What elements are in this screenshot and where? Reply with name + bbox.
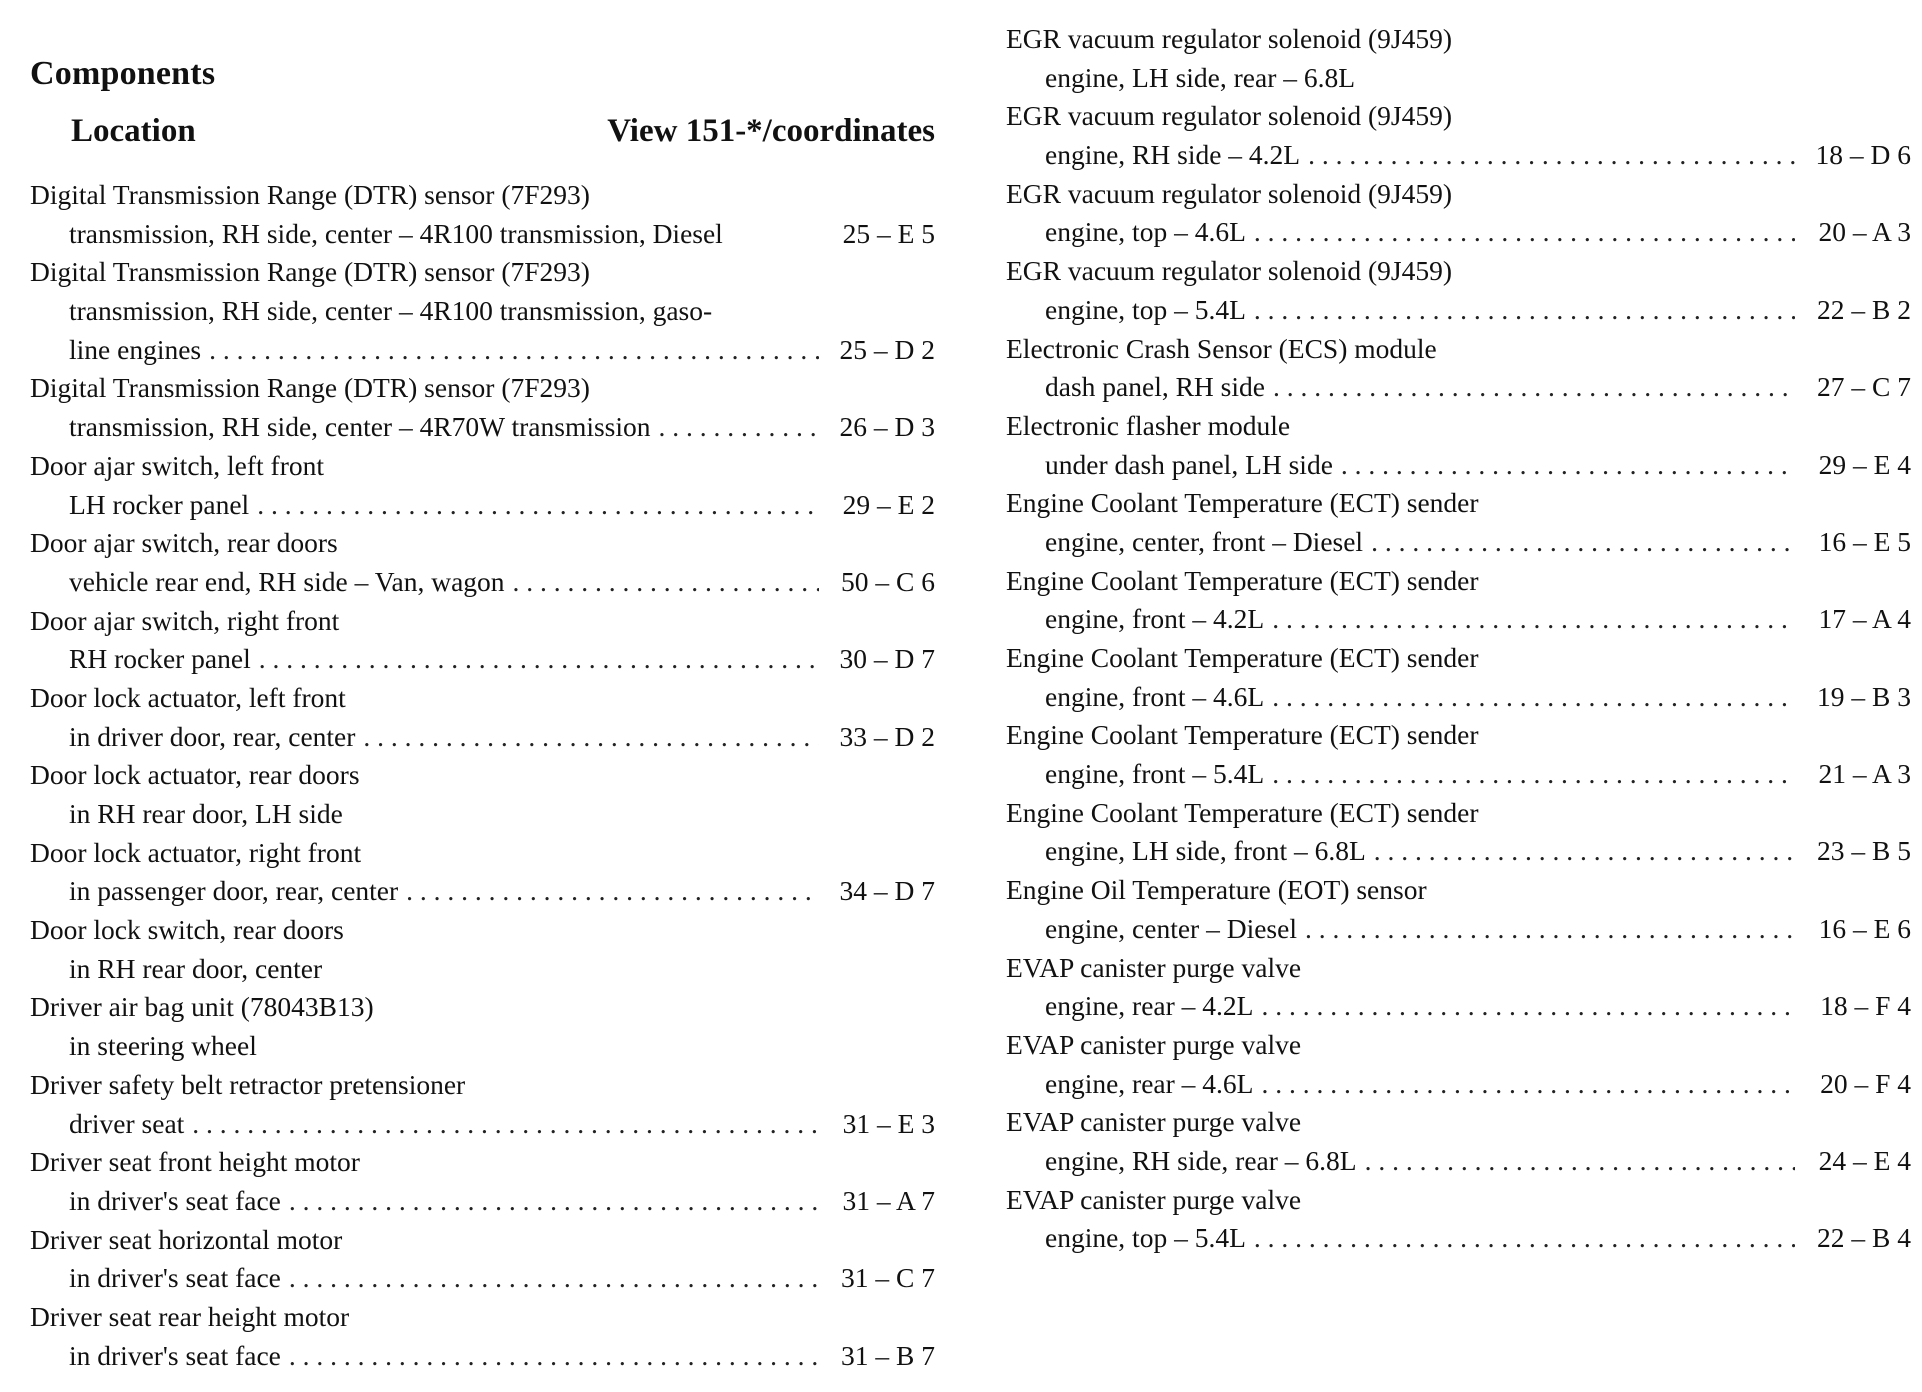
- component-name: [30, 834, 935, 873]
- column-header: [30, 113, 935, 157]
- dot-leader: [1371, 523, 1795, 562]
- component-location-line: [30, 1259, 935, 1298]
- section-title: Components: [30, 55, 216, 92]
- component-name: [1006, 330, 1911, 369]
- component-entry: [30, 1298, 935, 1375]
- component-location-line: [1006, 1065, 1911, 1104]
- location-text: engine, front – 5.4L: [1045, 758, 1265, 790]
- component-location-line: [30, 1182, 935, 1221]
- component-name-text: Electronic flasher module: [1006, 409, 1291, 441]
- view-coordinate-ref: 17 – A 4: [1818, 603, 1911, 635]
- component-location-line: [30, 718, 935, 757]
- dot-leader: [289, 1337, 819, 1376]
- component-name: [30, 988, 935, 1027]
- component-name: [30, 1143, 935, 1182]
- component-entry: [30, 988, 935, 1065]
- component-entry: [1006, 330, 1911, 407]
- component-name-text: Door ajar switch, rear doors: [30, 527, 338, 559]
- location-text: engine, center – Diesel: [1045, 912, 1297, 944]
- view-coordinate-ref: 26 – D 3: [839, 411, 935, 443]
- component-entry: [1006, 639, 1911, 716]
- component-name-text: EVAP canister purge valve: [1006, 951, 1302, 983]
- component-name: [1006, 871, 1911, 910]
- component-location-line: [1006, 136, 1911, 175]
- component-entry: [1006, 949, 1911, 1026]
- component-name-text: Engine Coolant Temperature (ECT) sender: [1006, 487, 1479, 519]
- header-view-coordinates: View 151-*/coordinates: [607, 113, 935, 149]
- component-name: [30, 1221, 935, 1260]
- component-name-text: Digital Transmission Range (DTR) sensor (7F293): [30, 179, 590, 210]
- component-name: [30, 679, 935, 718]
- dot-leader: [1261, 987, 1795, 1026]
- dot-leader: [1272, 678, 1795, 717]
- component-entry: [1006, 1103, 1911, 1180]
- component-location-line: [1006, 59, 1911, 98]
- location-text: engine, rear – 4.2L: [1045, 990, 1254, 1022]
- component-entry: [30, 369, 935, 446]
- view-coordinate-ref: 30 – D 7: [839, 643, 935, 675]
- component-name: [30, 1066, 935, 1105]
- component-entry: [1006, 1181, 1911, 1258]
- location-text: in driver's seat face: [69, 1339, 281, 1371]
- component-location-line: [30, 486, 935, 525]
- component-name-text: Engine Coolant Temperature (ECT) sender: [1006, 719, 1479, 751]
- component-name-text: Digital Transmission Range (DTR) sensor (7F293): [30, 256, 590, 288]
- dot-leader: [1254, 1219, 1795, 1258]
- component-entry: [1006, 716, 1911, 793]
- component-location-line: [1006, 987, 1911, 1026]
- component-name: [30, 176, 935, 215]
- dot-leader: [406, 872, 819, 911]
- component-entry: [1006, 484, 1911, 561]
- component-name: [30, 369, 935, 408]
- component-name: [1006, 562, 1911, 601]
- component-name: [30, 911, 935, 950]
- dot-leader: [289, 1259, 819, 1298]
- location-text: in RH rear door, LH side: [69, 798, 343, 829]
- component-entry: [30, 1143, 935, 1220]
- view-coordinate-ref: 18 – D 6: [1815, 139, 1911, 171]
- component-entry: [30, 911, 935, 988]
- component-name: [1006, 1181, 1911, 1220]
- component-name: [1006, 716, 1911, 755]
- view-coordinate-ref: 20 – F 4: [1820, 1067, 1911, 1099]
- component-entry: [1006, 794, 1911, 871]
- dot-leader: [1365, 1142, 1795, 1181]
- component-entry: [30, 524, 935, 601]
- location-text: engine, top – 4.6L: [1045, 216, 1246, 248]
- location-text: in driver's seat face: [69, 1184, 281, 1216]
- location-text: line engines: [69, 333, 202, 365]
- view-coordinate-ref: 25 – D 2: [839, 333, 935, 365]
- location-text: engine, LH side, rear – 6.8L: [1045, 61, 1356, 93]
- view-coordinate-ref: 31 – E 3: [842, 1107, 935, 1139]
- dot-leader: [1308, 136, 1795, 175]
- component-entry: [30, 253, 935, 369]
- dot-leader: [289, 1182, 819, 1221]
- view-coordinate-ref: 16 – E 6: [1818, 912, 1911, 944]
- component-location-line: [30, 215, 935, 254]
- view-coordinate-ref: 22 – B 2: [1817, 293, 1911, 325]
- location-text: engine, center, front – Diesel: [1045, 525, 1364, 557]
- component-entry: [1006, 252, 1911, 329]
- view-coordinate-ref: 31 – C 7: [841, 1262, 935, 1294]
- view-coordinate-ref: 27 – C 7: [1817, 371, 1911, 403]
- view-coordinate-ref: 18 – F 4: [1820, 990, 1911, 1022]
- location-text: in driver door, rear, center: [69, 720, 356, 752]
- component-location-line: [30, 1337, 935, 1376]
- component-name: [30, 524, 935, 563]
- component-location-line: [30, 795, 935, 834]
- dot-leader: [1254, 213, 1795, 252]
- component-name-text: Driver seat horizontal motor: [30, 1223, 343, 1255]
- component-location-line: [1006, 1142, 1911, 1181]
- view-coordinate-ref: 31 – B 7: [841, 1339, 935, 1371]
- component-name: [30, 756, 935, 795]
- component-entry: [30, 1221, 935, 1298]
- component-name-text: Driver safety belt retractor pretensioner: [30, 1068, 466, 1100]
- component-name: [1006, 639, 1911, 678]
- component-entry: [30, 756, 935, 833]
- component-name: [1006, 949, 1911, 988]
- view-coordinate-ref: 23 – B 5: [1817, 835, 1911, 867]
- component-name: [1006, 175, 1911, 214]
- component-name-text: Engine Coolant Temperature (ECT) sender: [1006, 564, 1479, 596]
- dot-leader: [1272, 600, 1795, 639]
- component-name: [30, 1298, 935, 1337]
- dot-leader: [1305, 910, 1795, 949]
- component-name-text: EVAP canister purge valve: [1006, 1106, 1302, 1138]
- location-text: transmission, RH side, center – 4R70W transmission: [69, 411, 651, 443]
- view-coordinate-ref: 29 – E 4: [1818, 448, 1911, 480]
- component-location-line: [30, 950, 935, 989]
- component-entry: [30, 176, 935, 253]
- dot-leader: [1261, 1065, 1795, 1104]
- component-name-text: Digital Transmission Range (DTR) sensor (7F293): [30, 372, 590, 404]
- dot-leader: [1254, 291, 1795, 330]
- component-name-text: EGR vacuum regulator solenoid (9J459): [1006, 177, 1453, 209]
- component-location-line: [30, 1027, 935, 1066]
- location-text: engine, front – 4.2L: [1045, 603, 1265, 635]
- view-coordinate-ref: 25 – E 5: [842, 217, 935, 249]
- location-text: engine, front – 4.6L: [1045, 680, 1265, 712]
- component-name: [1006, 20, 1911, 59]
- dot-leader: [363, 718, 819, 757]
- component-location-line: [30, 563, 935, 602]
- view-coordinate-ref: 33 – D 2: [839, 720, 935, 752]
- component-entry: [1006, 1026, 1911, 1103]
- component-name-text: Engine Coolant Temperature (ECT) sender: [1006, 642, 1479, 673]
- header-location: Location: [71, 113, 196, 149]
- component-name: [1006, 794, 1911, 833]
- component-entry: [1006, 97, 1911, 174]
- component-name-text: EGR vacuum regulator solenoid (9J459): [1006, 23, 1453, 54]
- dot-leader: [257, 486, 819, 525]
- component-name-text: Door lock switch, rear doors: [30, 914, 344, 946]
- location-text: in passenger door, rear, center: [69, 875, 399, 907]
- dot-leader: [192, 1105, 819, 1144]
- view-coordinate-ref: 50 – C 6: [841, 565, 935, 597]
- location-text: in driver's seat face: [69, 1262, 281, 1294]
- component-name-text: Driver seat rear height motor: [30, 1300, 350, 1332]
- component-name: [30, 447, 935, 486]
- dot-leader: [209, 331, 819, 370]
- location-text: dash panel, RH side: [1045, 371, 1265, 403]
- component-location-line: [30, 292, 935, 331]
- component-entry: [30, 602, 935, 679]
- component-name-text: Door lock actuator, left front: [30, 681, 346, 713]
- component-location-line: [1006, 910, 1911, 949]
- location-text: engine, rear – 4.6L: [1045, 1067, 1254, 1099]
- dot-leader: [513, 563, 819, 602]
- component-location-line: [30, 408, 935, 447]
- component-location-line: [1006, 291, 1911, 330]
- right-entry-list: [1006, 20, 1911, 1258]
- view-coordinate-ref: 22 – B 4: [1817, 1222, 1911, 1254]
- dot-leader: [1273, 368, 1795, 407]
- component-name-text: Door ajar switch, left front: [30, 449, 325, 481]
- component-name-text: EVAP canister purge valve: [1006, 1028, 1302, 1060]
- view-coordinate-ref: 19 – B 3: [1817, 680, 1911, 712]
- component-location-line: [1006, 755, 1911, 794]
- view-coordinate-ref: 21 – A 3: [1818, 758, 1911, 790]
- component-name-text: EGR vacuum regulator solenoid (9J459): [1006, 100, 1453, 132]
- component-location-line: [1006, 523, 1911, 562]
- location-text: vehicle rear end, RH side – Van, wagon: [69, 565, 505, 597]
- component-location-line: [1006, 832, 1911, 871]
- component-name: [1006, 1103, 1911, 1142]
- component-name-text: Door lock actuator, rear doors: [30, 759, 360, 791]
- view-coordinate-ref: 34 – D 7: [839, 875, 935, 907]
- component-name: [1006, 484, 1911, 523]
- location-text: engine, RH side, rear – 6.8L: [1045, 1144, 1357, 1176]
- component-name: [30, 602, 935, 641]
- component-entry: [1006, 175, 1911, 252]
- component-name: [1006, 252, 1911, 291]
- component-name: [1006, 97, 1911, 136]
- component-location-line: [1006, 213, 1911, 252]
- location-text: transmission, RH side, center – 4R100 transmission, gaso-: [69, 295, 713, 327]
- component-name-text: Electronic Crash Sensor (ECS) module: [1006, 332, 1437, 364]
- component-name: [30, 253, 935, 292]
- component-entry: [30, 679, 935, 756]
- view-coordinate-ref: 20 – A 3: [1818, 216, 1911, 248]
- dot-leader: [1272, 755, 1795, 794]
- component-name-text: Driver air bag unit (78043B13): [30, 991, 374, 1023]
- dot-leader: [259, 640, 819, 679]
- location-text: in steering wheel: [69, 1030, 257, 1062]
- component-location-line: [30, 331, 935, 370]
- component-entry: [30, 447, 935, 524]
- view-coordinate-ref: 31 – A 7: [842, 1184, 935, 1216]
- location-text: in RH rear door, center: [69, 952, 323, 984]
- location-text: engine, top – 5.4L: [1045, 1222, 1246, 1254]
- location-text: transmission, RH side, center – 4R100 transmission, Diesel: [69, 217, 723, 249]
- location-text: under dash panel, LH side: [1045, 448, 1333, 480]
- dot-leader: [1374, 832, 1795, 871]
- location-text: engine, RH side – 4.2L: [1045, 139, 1301, 171]
- component-entry: [1006, 20, 1911, 97]
- component-entry: [30, 1066, 935, 1143]
- location-text: RH rocker panel: [69, 643, 251, 675]
- component-location-line: [1006, 368, 1911, 407]
- component-name-text: Door ajar switch, right front: [30, 604, 340, 636]
- dot-leader: [659, 408, 819, 447]
- dot-leader: [1341, 446, 1795, 485]
- location-text: engine, top – 5.4L: [1045, 293, 1246, 325]
- component-location-line: [1006, 600, 1911, 639]
- component-name: [1006, 1026, 1911, 1065]
- component-name: [1006, 407, 1911, 446]
- component-location-line: [1006, 678, 1911, 717]
- location-text: driver seat: [69, 1107, 185, 1139]
- component-location-line: [1006, 1219, 1911, 1258]
- view-coordinate-ref: 29 – E 2: [842, 488, 935, 520]
- component-name-text: Engine Oil Temperature (EOT) sensor: [1006, 874, 1427, 906]
- component-name-text: Engine Coolant Temperature (ECT) sender: [1006, 796, 1479, 828]
- component-entry: [1006, 407, 1911, 484]
- component-entry: [1006, 562, 1911, 639]
- component-location-line: [30, 872, 935, 911]
- location-text: engine, LH side, front – 6.8L: [1045, 835, 1366, 867]
- component-location-line: [1006, 446, 1911, 485]
- view-coordinate-ref: 16 – E 5: [1818, 525, 1911, 557]
- left-entry-list: [30, 176, 935, 1375]
- component-name-text: Door lock actuator, right front: [30, 836, 362, 868]
- component-location-line: [30, 1105, 935, 1144]
- component-name-text: EVAP canister purge valve: [1006, 1183, 1302, 1215]
- component-entry: [1006, 871, 1911, 948]
- location-text: LH rocker panel: [69, 488, 250, 520]
- component-entry: [30, 834, 935, 911]
- component-name-text: EGR vacuum regulator solenoid (9J459): [1006, 255, 1453, 287]
- component-name-text: Driver seat front height motor: [30, 1146, 360, 1178]
- view-coordinate-ref: 24 – E 4: [1818, 1144, 1911, 1176]
- component-location-line: [30, 640, 935, 679]
